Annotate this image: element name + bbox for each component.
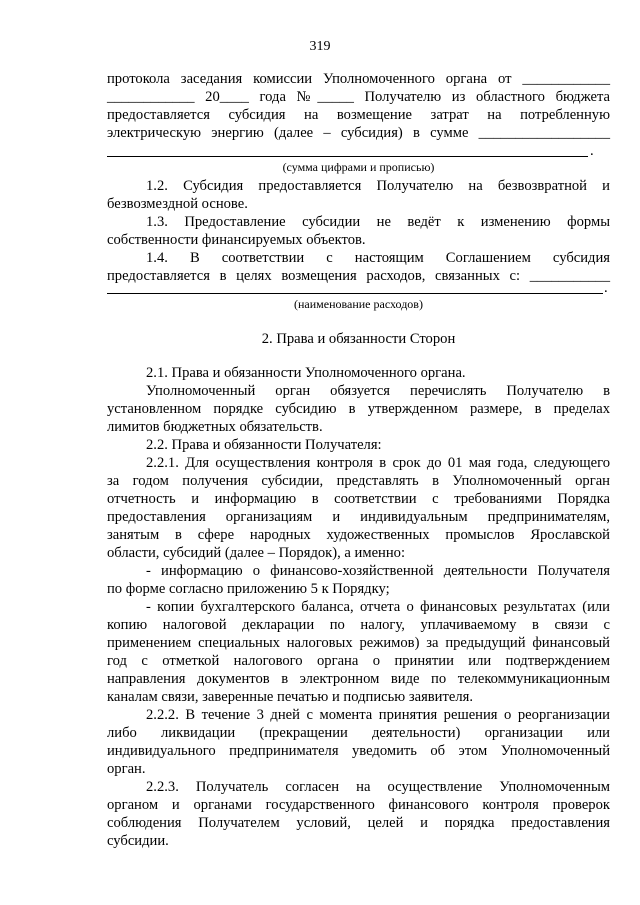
text-line: субсидии. — [107, 833, 169, 849]
text-line: год с отметкой налогового органа о принятии или подтверждением — [107, 653, 610, 669]
text-line: - информацию о финансово-хозяйственной деятельности Получателя — [146, 563, 610, 579]
text-line: предоставляется субсидия на возмещение затрат на потребленную — [107, 107, 610, 123]
fill-in-line — [107, 293, 603, 294]
text-line: ____________ 20____ года №_____ Получателю из областного бюджета — [107, 89, 610, 105]
text-line: направления документов в электронном виде по телекоммуникационным — [107, 671, 610, 687]
text-line: отчетность и информацию в соответствии с требованиями Порядка — [107, 491, 610, 507]
text-line: по форме согласно приложению 5 к Порядку; — [107, 581, 390, 597]
text-line: собственности финансируемых объектов. — [107, 232, 366, 248]
text-line: электрическую энергию (далее – субсидия) в сумме __________________ — [107, 125, 610, 141]
text-line: установленном порядке субсидию в утвержденном размере, в пределах — [107, 401, 610, 417]
text-line: - копии бухгалтерского баланса, отчета о финансовых результатах (или — [146, 599, 610, 615]
fill-in-line — [107, 156, 588, 157]
text-line: индивидуального предпринимателя уведомить об этом Уполномоченный — [107, 743, 610, 759]
text-line: области, субсидий (далее – Порядок), а именно: — [107, 545, 406, 561]
text-line: 2.2.3. Получатель согласен на осуществление Уполномоченным — [146, 779, 610, 795]
text-line: либо ликвидации (прекращении деятельности) организации или — [107, 725, 610, 741]
text-line: предоставления организациям и индивидуальным предпринимателям, — [107, 509, 610, 525]
text-line: орган. — [107, 761, 146, 777]
field-caption: (наименование расходов) — [294, 297, 423, 311]
period: . — [590, 143, 594, 159]
text-line: Уполномоченный орган обязуется перечислять Получателю в — [146, 383, 610, 399]
text-line: предоставляется в целях возмещения расходов, связанных с: ___________ — [107, 268, 610, 284]
text-line: безвозмездной основе. — [107, 196, 248, 212]
text-line: 1.3. Предоставление субсидии не ведёт к изменению формы — [146, 214, 610, 230]
period: . — [604, 280, 608, 296]
page-number: 319 — [309, 39, 331, 54]
text-line: применением специальных налоговых режимов) за предыдущий финансовый — [107, 635, 610, 651]
field-caption: (сумма цифрами и прописью) — [282, 160, 435, 174]
text-line: за годом получения субсидии, представлять в Уполномоченный орган — [107, 473, 610, 489]
text-line: занятым в сфере народных художественных промыслов Ярославской — [107, 527, 610, 543]
text-line: протокола заседания комиссии Уполномоченного органа от ____________ — [107, 71, 610, 87]
section-title: 2. Права и обязанности Сторон — [261, 331, 456, 347]
text-line: 2.2.2. В течение 3 дней с момента принятия решения о реорганизации — [146, 707, 610, 723]
text-line: каналам связи, заверенные печатью и подписью заявителя. — [107, 689, 473, 705]
text-line: 1.2. Субсидия предоставляется Получателю на безвозвратной и — [146, 178, 610, 194]
text-line: копию налоговой декларации по налогу, уплачиваемому в связи с — [107, 617, 610, 633]
text-line: 2.2. Права и обязанности Получателя: — [146, 437, 382, 453]
text-line: органом и органами государственного финансового контроля проверок — [107, 797, 610, 813]
text-line: 2.1. Права и обязанности Уполномоченного органа. — [146, 365, 466, 381]
text-line: соблюдения Получателем условий, целей и порядка предоставления — [107, 815, 610, 831]
text-line: 1.4. В соответствии с настоящим Соглашением субсидия — [146, 250, 610, 266]
text-line: лимитов бюджетных обязательств. — [107, 419, 323, 435]
text-line: 2.2.1. Для осуществления контроля в срок до 01 мая года, следующего — [146, 455, 610, 471]
